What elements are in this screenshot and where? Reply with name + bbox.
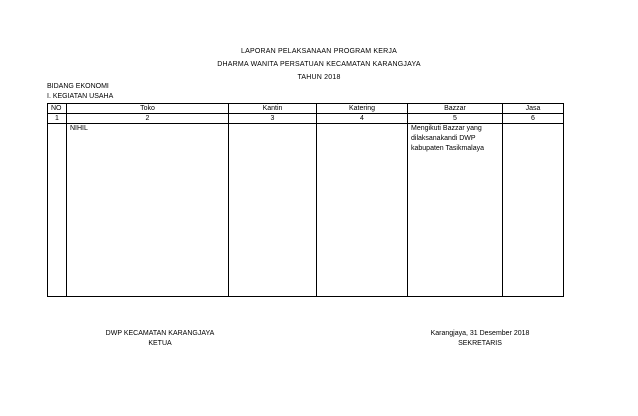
table-header-row: [48, 104, 564, 114]
column-number: 3: [229, 114, 317, 124]
column-header-toko: Toko: [67, 104, 229, 114]
column-number: 6: [503, 114, 564, 124]
cell-jasa: [503, 124, 564, 297]
column-header-no: NO: [48, 104, 67, 114]
signature-left: [80, 329, 240, 349]
table-number-row: [48, 114, 564, 124]
activity-table: [47, 103, 564, 297]
signature-right-date: Karangjaya, 31 Desember 2018: [430, 330, 530, 337]
cell-no: [48, 124, 67, 297]
column-number: 4: [317, 114, 408, 124]
cell-toko: NIHIL: [67, 124, 229, 297]
report-year: TAHUN 2018: [297, 74, 341, 81]
signature-right: [400, 329, 560, 349]
column-number: 1: [48, 114, 67, 124]
column-header-bazzar: Bazzar: [408, 104, 503, 114]
column-number: 2: [67, 114, 229, 124]
table-row: [48, 124, 564, 297]
organization-title: DHARMA WANITA PERSATUAN KECAMATAN KARANGJAYA: [217, 61, 421, 68]
report-title: LAPORAN PELAKSANAAN PROGRAM KERJA: [241, 48, 397, 55]
column-header-kantin: Kantin: [229, 104, 317, 114]
cell-kantin: [229, 124, 317, 297]
section-subfield: I. KEGIATAN USAHA: [47, 93, 114, 100]
section-field: BIDANG EKONOMI: [47, 83, 109, 90]
bazzar-description: Mengikuti Bazzar yang dilaksanakandi DWP kabupaten Tasikmalaya: [411, 125, 485, 152]
signature-left-role: KETUA: [148, 340, 172, 347]
cell-katering: [317, 124, 408, 297]
cell-bazzar: [408, 124, 503, 297]
column-header-jasa: Jasa: [503, 104, 564, 114]
column-number: 5: [408, 114, 503, 124]
signature-left-org: DWP KECAMATAN KARANGJAYA: [105, 330, 215, 337]
column-header-katering: Katering: [317, 104, 408, 114]
signature-right-role: SEKRETARIS: [458, 340, 502, 347]
